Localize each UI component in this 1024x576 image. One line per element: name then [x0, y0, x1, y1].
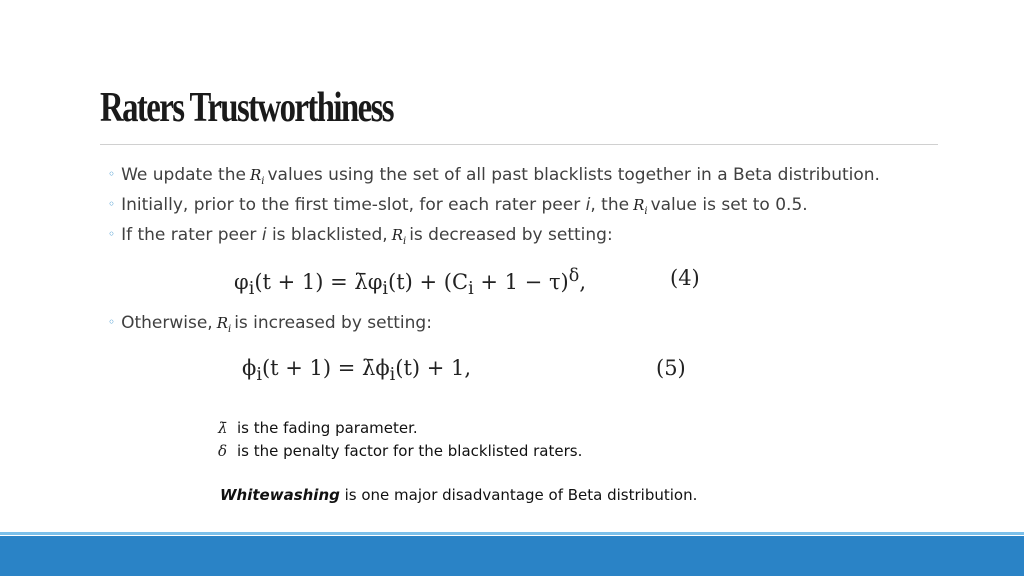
note-fading-parameter	[218, 419, 418, 437]
lambda-bar-symbol: λ̄	[218, 419, 228, 437]
bullet-text: is blacklisted,	[266, 225, 388, 245]
bullet-text: , the	[590, 195, 630, 215]
bullet-text: We update the	[121, 165, 246, 185]
bullet-2	[108, 194, 808, 222]
equation-4: $\varphi_i(t + 1)$ = $\lambdā\varphi_i(t) + (C_i + 1 - \tau)^\delta$,	[234, 266, 586, 300]
slide-title: Raters Trustworthiness	[100, 85, 393, 131]
bullet-marker-icon: ◦	[108, 167, 116, 181]
footer-accent-line	[0, 532, 1024, 535]
title-divider	[100, 144, 938, 145]
delta-symbol: δ	[218, 442, 228, 460]
bullet-italic: i	[585, 195, 591, 215]
bullet-text: Otherwise,	[121, 313, 213, 333]
bullet-text: values using the set of all past blacklists together in a Beta distribution.	[267, 165, 880, 185]
footer-bar	[0, 536, 1024, 576]
bullet-text: is increased by setting:	[234, 313, 432, 333]
bullet-italic: i	[261, 225, 267, 245]
equation-number-5: (5)	[656, 356, 686, 380]
bullet-1	[108, 164, 880, 192]
math-variable: $R_i$	[391, 226, 407, 247]
math-variable: $R_i$	[633, 196, 648, 217]
bullet-text: Initially, prior to the first time-slot, for each rater peer	[121, 195, 586, 215]
note-text: is the fading parameter.	[237, 419, 418, 437]
bullet-3	[108, 224, 613, 252]
bullet-marker-icon: ◦	[108, 227, 116, 241]
math-variable: $R_i$	[216, 314, 232, 335]
equation-5: $\phi_i(t + 1)$ = $\lambdā\phi_i(t) + 1$,	[242, 356, 472, 386]
bullet-4	[108, 312, 432, 340]
bullet-marker-icon: ◦	[108, 315, 116, 329]
note-text: is the penalty factor for the blacklisted raters.	[237, 442, 583, 460]
math-variable: $R_i$	[249, 166, 265, 187]
bullet-text: value is set to 0.5.	[650, 195, 808, 215]
bullet-text: If the rater peer	[121, 225, 262, 245]
note-penalty-factor	[218, 442, 582, 460]
bullet-marker-icon: ◦	[108, 197, 116, 211]
whitewashing-text: is one major disadvantage of Beta distribution.	[339, 486, 698, 504]
whitewashing-term: Whitewashing	[220, 486, 340, 504]
whitewashing-statement	[220, 486, 697, 504]
bullet-text: is decreased by setting:	[409, 225, 613, 245]
equation-number-4: (4)	[670, 266, 700, 290]
